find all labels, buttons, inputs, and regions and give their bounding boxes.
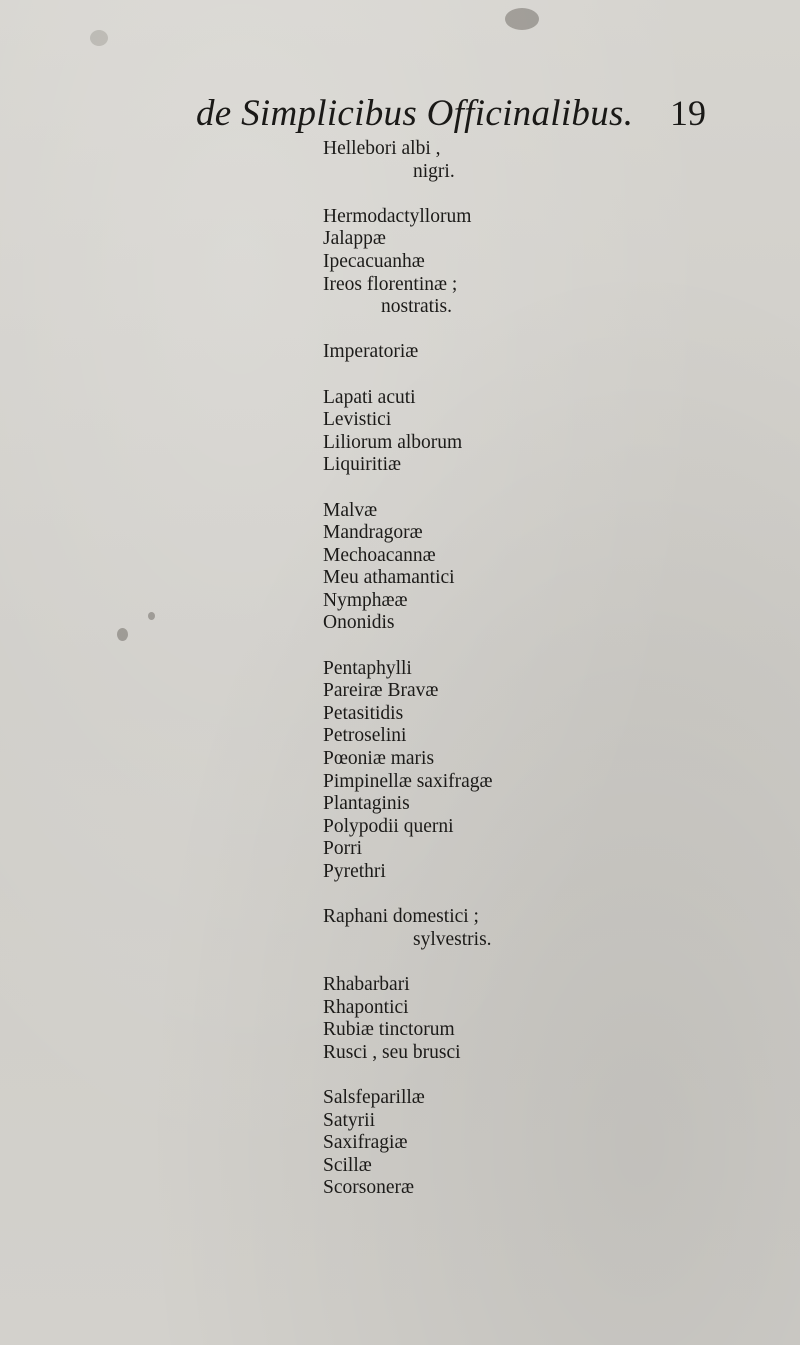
- list-item: Pareiræ Bravæ: [323, 680, 439, 702]
- page-header: [196, 92, 736, 142]
- list-spacer: [323, 477, 623, 500]
- list-item: Pimpinellæ saxifragæ: [323, 770, 493, 792]
- list-item: Ipecacuanhæ: [323, 250, 425, 272]
- list-item: Scillæ: [323, 1154, 372, 1176]
- list-item: Polypodii querni: [323, 815, 454, 837]
- list-item: Hermodactyllorum: [323, 205, 472, 227]
- list-item: Hellebori albi ,: [323, 138, 441, 159]
- list-item: Imperatoriæ: [323, 341, 419, 363]
- list-item: Jalappæ: [323, 228, 386, 250]
- list-item: Ononidis: [323, 612, 395, 634]
- list-item: nigri.: [413, 160, 455, 182]
- list-item: Levistici: [323, 409, 392, 431]
- list-item: Ireos florentinæ ;: [323, 273, 458, 295]
- paper-stain: [505, 8, 539, 30]
- list-item: Rhabarbari: [323, 973, 410, 995]
- list-item: Lapati acuti: [323, 386, 416, 408]
- list-item: Rubiæ tinctorum: [323, 1019, 455, 1041]
- simples-list: [323, 138, 623, 1200]
- list-spacer: [323, 319, 623, 342]
- list-item: Pyrethri: [323, 861, 386, 882]
- list-item: Pentaphylli: [323, 657, 412, 679]
- list-spacer: [323, 364, 623, 387]
- list-item: Liliorum alborum: [323, 431, 463, 453]
- list-item: Rusci , seu brusci: [323, 1041, 461, 1063]
- list-item: Meu athamantici: [323, 567, 455, 589]
- list-item: Mandragoræ: [323, 522, 423, 544]
- list-item: Plantaginis: [323, 793, 410, 815]
- list-item: Saxifragiæ: [323, 1132, 408, 1154]
- list-item: Scorsoneræ: [323, 1177, 414, 1199]
- list-item: nostratis.: [381, 296, 452, 318]
- list-item: Satyrii: [323, 1109, 375, 1131]
- list-spacer: [323, 1064, 623, 1087]
- paper-stain: [90, 30, 108, 46]
- list-item: Mechoacannæ: [323, 544, 436, 566]
- paper-stain: [117, 628, 128, 641]
- list-spacer: [323, 635, 623, 658]
- list-item: Petroselini: [323, 725, 407, 747]
- list-item: Rhapontici: [323, 996, 409, 1018]
- page-number: 19: [670, 93, 706, 133]
- list-item: Porri: [323, 838, 362, 860]
- paper-stain: [148, 612, 155, 620]
- list-item: Nymphææ: [323, 589, 408, 611]
- list-item: Petasitidis: [323, 702, 404, 724]
- list-spacer: [323, 183, 623, 206]
- running-title: de Simplicibus Officinalibus.: [196, 93, 634, 134]
- list-spacer: [323, 951, 623, 974]
- list-spacer: [323, 884, 623, 907]
- list-item: sylvestris.: [413, 928, 492, 950]
- list-item: Liquiritiæ: [323, 454, 401, 476]
- list-item: Malvæ: [323, 499, 378, 521]
- list-item: Pœoniæ maris: [323, 748, 435, 770]
- list-item: Raphani domestici ;: [323, 906, 479, 928]
- list-item: Salsfeparillæ: [323, 1086, 425, 1108]
